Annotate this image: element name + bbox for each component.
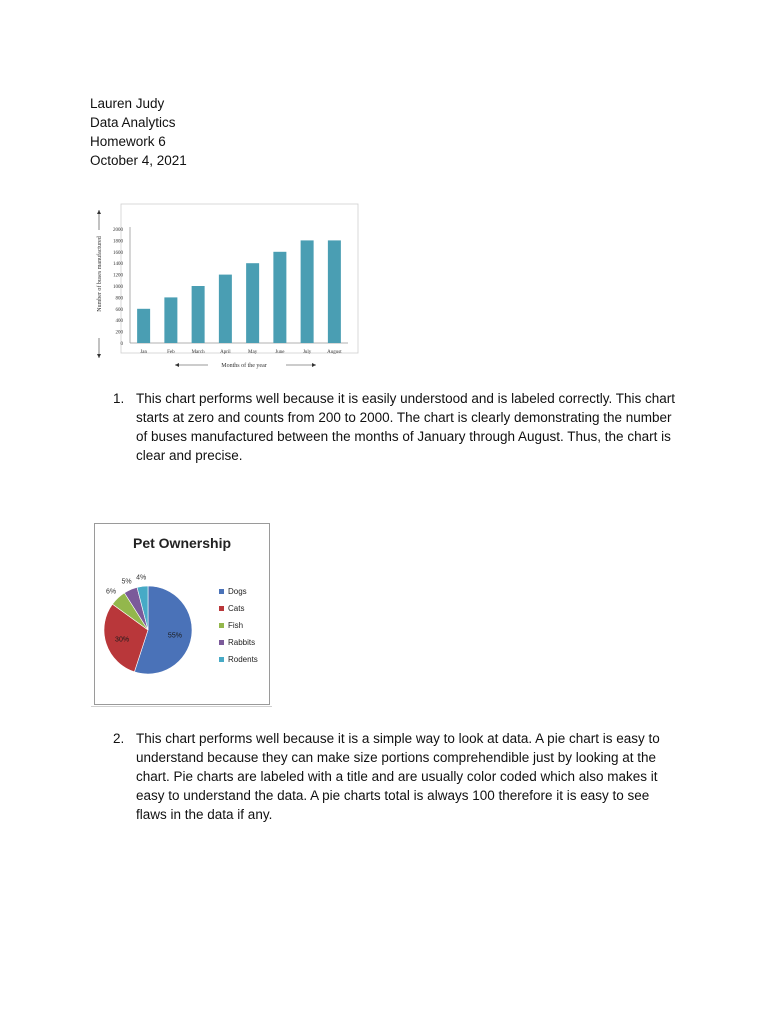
chart-area-border (121, 204, 358, 353)
legend-label: Rabbits (228, 638, 256, 647)
y-tick-label: 1400 (113, 262, 123, 268)
y-axis-arrow-up-head (97, 210, 101, 214)
bar (137, 309, 150, 343)
y-tick-label: 1000 (113, 285, 123, 290)
x-tick-label: July (302, 350, 312, 355)
legend-swatch (219, 606, 224, 611)
course-name: Data Analytics (90, 115, 176, 130)
x-tick-label: August (327, 350, 342, 355)
bar (301, 240, 314, 343)
pie-frame-shadow (91, 706, 272, 707)
x-tick-label: May (248, 350, 258, 355)
y-tick-label: 400 (115, 319, 123, 325)
x-tick-label: June (275, 350, 285, 355)
legend-swatch (219, 640, 224, 645)
paragraph-2 (113, 729, 683, 824)
y-tick-label: 1200 (113, 273, 123, 279)
pie-chart-frame (94, 523, 270, 705)
x-tick-label: March (191, 350, 205, 355)
pie-value-label: 5% (121, 578, 132, 586)
pie-value-label: 55% (167, 632, 182, 640)
author-name: Lauren Judy (90, 96, 165, 111)
legend-label: Rodents (228, 655, 258, 664)
document-header (90, 94, 187, 170)
y-tick-label: 600 (115, 307, 123, 313)
y-tick-label: 800 (115, 296, 123, 302)
assignment-title: Homework 6 (90, 134, 166, 149)
bar (273, 252, 286, 343)
y-axis-arrow-down-head (97, 354, 101, 358)
document-date: October 4, 2021 (90, 153, 187, 168)
x-tick-label: April (220, 350, 231, 355)
paragraph-text: This chart performs well because it is a simple way to look at data. A pie chart is easy to understand because they can make size portions comprehendible just by looking at the chart. Pie charts are labeled with a title and are usually color coded which also makes it easy to understand the data. A pie charts total is always 100 therefore it is easy to see flaws in the data if any. (136, 731, 660, 822)
bar (328, 240, 341, 343)
legend-swatch (219, 623, 224, 628)
bar (192, 286, 205, 343)
pie-title: Pet Ownership (132, 535, 232, 551)
y-tick-label: 1800 (113, 239, 123, 245)
bar (219, 275, 232, 343)
paragraph-number: 1. (113, 391, 125, 406)
y-tick-label: 1600 (113, 250, 123, 256)
y-axis-label: Number of buses manufactured (97, 236, 103, 312)
pie-value-label: 6% (105, 588, 117, 596)
x-axis-arrow-right-head (312, 363, 316, 367)
legend-label: Fish (228, 621, 244, 630)
paragraph-number: 2. (113, 731, 125, 746)
x-axis-arrow-left-head (175, 363, 179, 367)
x-tick-label: Jan (140, 350, 147, 355)
paragraph-text: This chart performs well because it is easily understood and is labeled correctly. This chart starts at zero and counts from 200 to 2000. The chart is clearly demonstrating the number of buses manufactured between the months of January through August. Thus, the chart is clear and precise. (136, 391, 675, 463)
x-axis-label: Months of the year (221, 363, 267, 369)
legend-swatch (219, 657, 224, 662)
y-tick-label: 0 (120, 342, 123, 347)
pie-value-label: 4% (136, 574, 147, 582)
bar (246, 263, 259, 343)
legend-label: Dogs (228, 587, 247, 596)
y-tick-label: 2000 (113, 228, 123, 233)
legend-swatch (219, 589, 224, 594)
bar (164, 297, 177, 343)
legend-label: Cats (228, 604, 245, 613)
y-tick-label: 200 (115, 330, 123, 336)
pie-value-label: 30% (115, 636, 130, 644)
x-tick-label: Feb (167, 350, 175, 355)
paragraph-1 (113, 389, 683, 465)
bus-bar-chart (90, 202, 360, 377)
pet-pie-chart (95, 524, 269, 704)
